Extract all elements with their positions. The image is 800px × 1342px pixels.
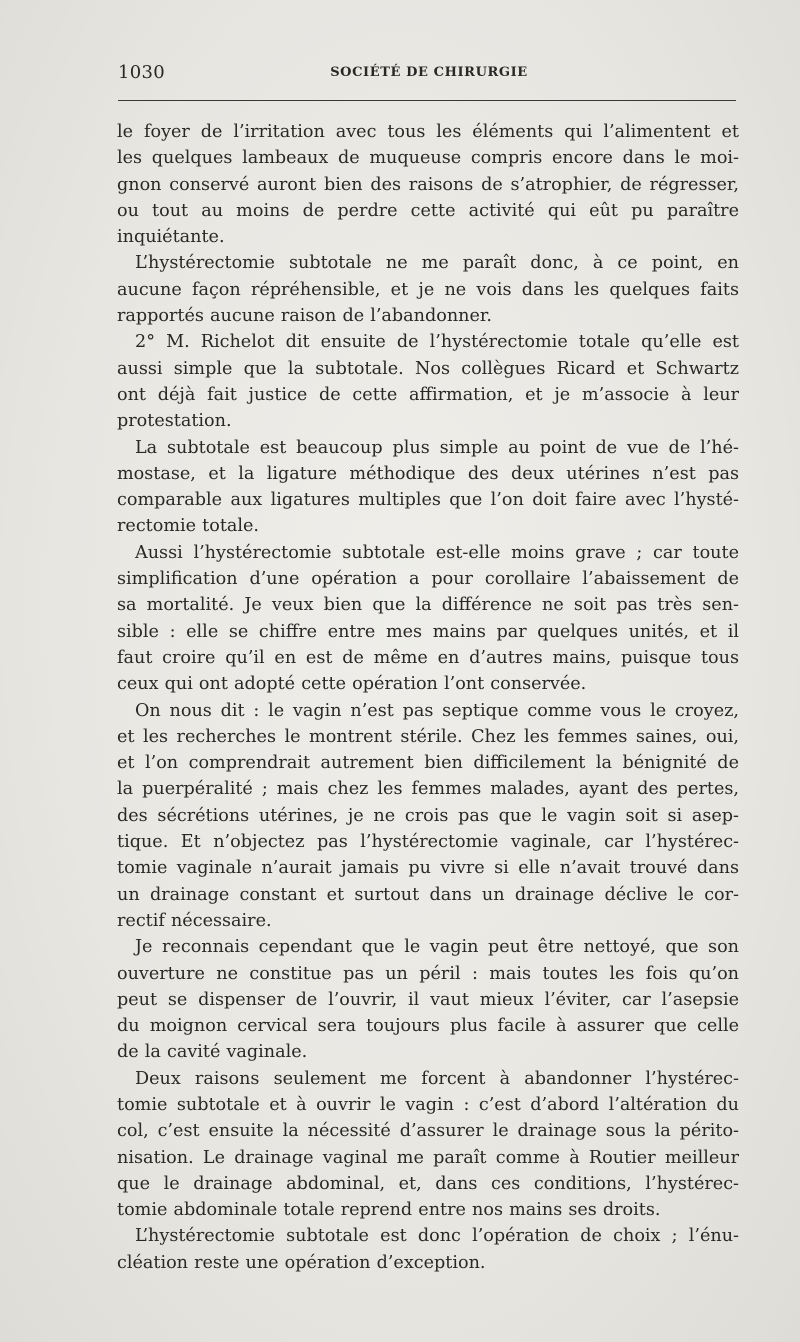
text-line: La subtotale est beaucoup plus simple au point de vue de l’hé- <box>135 437 739 458</box>
text-line: nisation. Le drainage vaginal me paraît comme à Routier meilleur <box>117 1147 739 1168</box>
text-line: protestation. <box>117 411 232 432</box>
text-line: faut croire qu’il en est de même en d’autres mains, puisque tous <box>117 647 739 668</box>
text-line: tique. Et n’objectez pas l’hystérectomie vaginale, car l’hystérec- <box>117 832 739 853</box>
text-line: tomie abdominale totale reprend entre nos mains ses droits. <box>117 1200 661 1221</box>
text-line: les quelques lambeaux de muqueuse compris encore dans le moi- <box>117 148 739 169</box>
body-text <box>117 119 739 1276</box>
text-line: peut se dispenser de l’ouvrir, il vaut mieux l’éviter, car l’asepsie <box>117 989 739 1010</box>
running-head: SOCIÉTÉ DE CHIRURGIE <box>330 65 528 80</box>
text-line: mostase, et la ligature méthodique des deux utérines n’est pas <box>117 463 739 484</box>
text-line: cléation reste une opération d’exception. <box>117 1252 486 1273</box>
text-line: sa mortalité. Je veux bien que la différence ne soit pas très sen- <box>117 595 739 616</box>
text-line: gnon conservé auront bien des raisons de s’atrophier, de régresser, <box>117 174 739 195</box>
text-line: L’hystérectomie subtotale ne me paraît donc, à ce point, en <box>135 253 739 274</box>
text-line: col, c’est ensuite la nécessité d’assurer le drainage sous la périto- <box>117 1121 739 1142</box>
text-line: sible : elle se chiffre entre mes mains par quelques unités, et il <box>117 621 739 642</box>
page-header <box>118 62 740 86</box>
text-line: ont déjà fait justice de cette affirmation, et je m’associe à leur <box>117 384 739 405</box>
text-line: ou tout au moins de perdre cette activité qui eût pu paraître <box>117 200 739 221</box>
text-line: un drainage constant et surtout dans un drainage déclive le cor- <box>117 884 739 905</box>
text-line: tomie vaginale n’aurait jamais pu vivre si elle n’avait trouvé dans <box>117 858 739 879</box>
text-line: du moignon cervical sera toujours plus facile à assurer que celle <box>117 1016 739 1037</box>
text-line: comparable aux ligatures multiples que l’on doit faire avec l’hysté- <box>117 490 739 511</box>
header-rule <box>118 100 736 101</box>
text-line: rectomie totale. <box>117 516 260 537</box>
text-line: le foyer de l’irritation avec tous les éléments qui l’alimentent et <box>117 122 739 142</box>
text-line: simplification d’une opération a pour corollaire l’abaissement de <box>117 569 739 590</box>
text-line: L’hystérectomie subtotale est donc l’opération de choix ; l’énu- <box>135 1226 739 1247</box>
text-line: la puerpéralité ; mais chez les femmes malades, ayant des pertes, <box>117 779 739 800</box>
text-line: tomie subtotale et à ouvrir le vagin : c’est d’abord l’altération du <box>117 1094 739 1115</box>
text-line: aucune façon répréhensible, et je ne vois dans les quelques faits <box>117 279 739 300</box>
text-line: Aussi l’hystérectomie subtotale est-elle moins grave ; car toute <box>135 542 739 563</box>
text-line: et les recherches le montrent stérile. Chez les femmes saines, oui, <box>117 726 739 747</box>
text-line: Deux raisons seulement me forcent à abandonner l’hystérec- <box>135 1068 739 1089</box>
text-line: ouverture ne constitue pas un péril : mais toutes les fois qu’on <box>117 963 739 984</box>
text-line: rectif nécessaire. <box>117 910 272 931</box>
text-line: inquiétante. <box>117 227 225 248</box>
text-line: On nous dit : le vagin n’est pas septique comme vous le croyez, <box>135 700 739 721</box>
text-line: des sécrétions utérines, je ne crois pas que le vagin soit si asep- <box>117 805 739 826</box>
text-line: et l’on comprendrait autrement bien difficilement la bénignité de <box>117 753 739 774</box>
text-line: Je reconnais cependant que le vagin peut être nettoyé, que son <box>135 937 739 958</box>
text-line: 2° M. Richelot dit ensuite de l’hystérectomie totale qu’elle est <box>135 332 739 353</box>
page-number: 1030 <box>118 62 166 83</box>
text-line: ceux qui ont adopté cette opération l’ont conservée. <box>117 674 587 695</box>
text-line: aussi simple que la subtotale. Nos collègues Ricard et Schwartz <box>117 358 739 379</box>
text-line: que le drainage abdominal, et, dans ces conditions, l’hystérec- <box>117 1173 739 1194</box>
text-line: de la cavité vaginale. <box>117 1042 308 1063</box>
text-line: rapportés aucune raison de l’abandonner. <box>117 306 492 327</box>
